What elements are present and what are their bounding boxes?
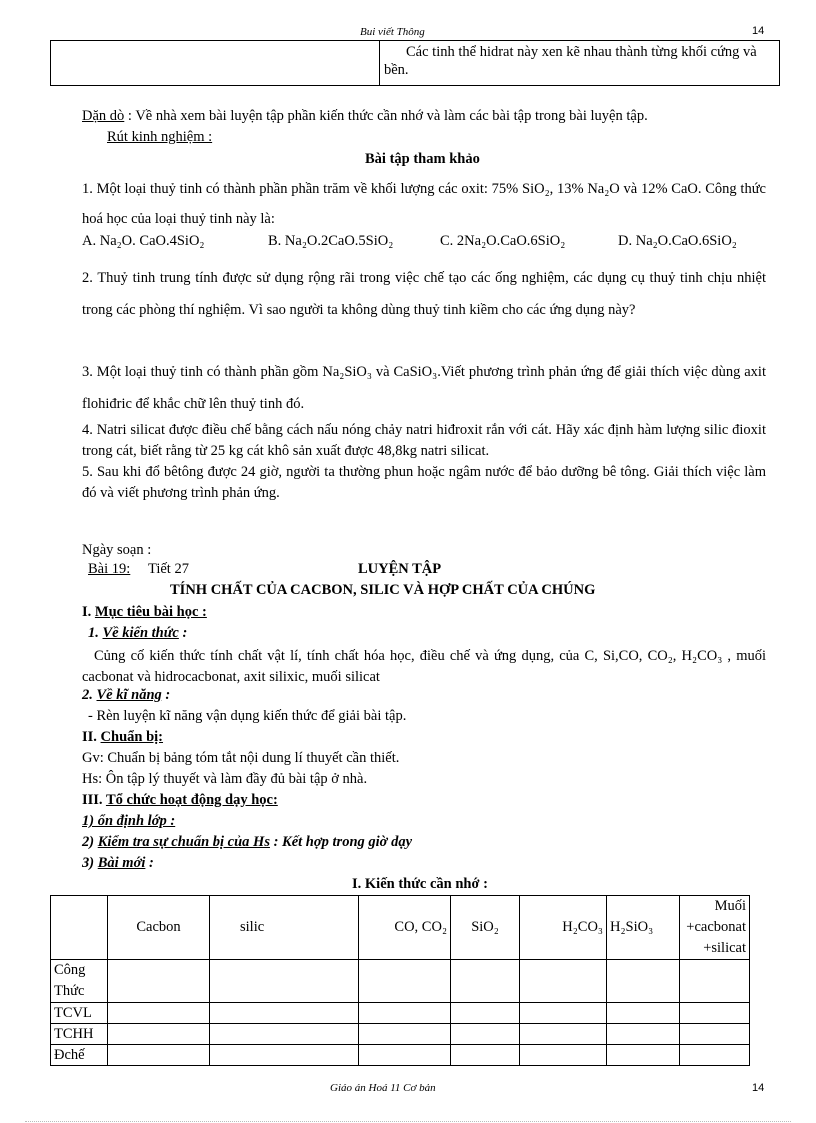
ki-nang-number: 2.	[82, 687, 93, 703]
bai-moi-heading	[82, 855, 154, 872]
table-cell	[680, 1003, 750, 1024]
hs-prep: Hs: Ôn tập lý thuyết và làm đầy đủ bài tập ở nhà.	[82, 771, 368, 787]
chuan-bi-number: II.	[82, 729, 97, 745]
dan-do-line	[82, 108, 648, 125]
question-4: 4. Natri silicat được điều chế bằng cách nấu nóng chảy natri hiđroxit rắn với cát. Hãy xác định hàm lượng silic đioxit trong cát, biết rằng từ 25 kg cát khô sản xuất được 48,8kg natri silicat.	[82, 422, 766, 459]
header-author: Bui viết Thông	[360, 26, 425, 38]
to-chuc-label: Tổ chức hoạt động dạy học:	[105, 792, 278, 808]
ki-nang-colon: :	[165, 687, 171, 703]
table-row	[51, 1003, 750, 1024]
to-chuc-number: III.	[82, 792, 103, 808]
table-cell	[210, 1024, 359, 1045]
question-1: 1. Một loại thuỷ tinh có thành phần phần trăm về khối lượng các oxit: 75% SiO₂, 13% Na₂O và 12% CaO. Công thức hoá học của loại thuỷ tinh này là:	[82, 181, 766, 227]
kien-thuc-label: Về kiến thức	[102, 625, 179, 641]
continuation-table	[50, 40, 780, 86]
table-cell	[451, 1045, 520, 1066]
table-cell	[680, 1045, 750, 1066]
table-cell	[210, 1045, 359, 1066]
chuan-bi-label: Chuẩn bị:	[100, 729, 164, 745]
question-3: 3. Một loại thuỷ tinh có thành phần gồm Na₂SiO₃ và CaSiO₃.Viết phương trình phản ứng để giải thích việc dùng axit flohiđric để khắc chữ lên thuỷ tinh đó.	[82, 364, 766, 412]
muc-tieu-heading	[82, 604, 207, 621]
table-cell	[108, 960, 210, 1003]
gv-prep: Gv: Chuẩn bị bảng tóm tắt nội dung lí thuyết cần thiết.	[82, 750, 400, 766]
table-row-label: TCHH	[51, 1024, 108, 1045]
table-header-cell: SiO₂	[451, 896, 520, 960]
bai-moi-label: Bài mới	[97, 855, 146, 871]
chuan-bi-heading	[82, 729, 163, 746]
ki-nang-label: Về kĩ năng	[96, 687, 162, 703]
lesson-title: LUYỆN TẬP	[358, 561, 442, 577]
kiem-tra-rest: : Kết hợp trong giờ dạy	[273, 834, 413, 850]
question-5: 5. Sau khi đổ bêtông được 24 giờ, người ta thường phun hoặc ngâm nước để bảo dưỡng bê tông. Giải thích việc làm đó và viết phương trình phản ứng.	[82, 464, 766, 501]
table-cell	[680, 960, 750, 1003]
kien-thuc-heading	[88, 625, 187, 642]
table-row-label: Đchế	[51, 1045, 108, 1066]
table-cell	[359, 1003, 451, 1024]
page-edge-divider	[25, 1121, 791, 1122]
table-cell	[359, 1024, 451, 1045]
table-cell	[607, 1003, 680, 1024]
table-row	[51, 1045, 750, 1066]
bai-tap-title: Bài tập tham khảo	[365, 151, 480, 167]
q1-option-c: C. 2Na₂O.CaO.6SiO₂	[440, 233, 566, 249]
knowledge-table	[50, 895, 750, 1066]
table-cell	[108, 1045, 210, 1066]
tiet-number: Tiết 27	[148, 561, 189, 577]
kien-thuc-can-nho-heading: I. Kiến thức cần nhớ :	[352, 876, 488, 892]
table-cell	[520, 1024, 607, 1045]
kien-thuc-colon: :	[182, 625, 188, 641]
q1-option-b: B. Na₂O.2CaO.5SiO₂	[268, 233, 394, 249]
table-cell	[520, 960, 607, 1003]
table-header-cell	[51, 896, 108, 960]
bai-number: Bài 19:	[88, 561, 131, 577]
to-chuc-heading	[82, 792, 278, 809]
table-cell	[210, 1003, 359, 1024]
ki-nang-text: - Rèn luyện kĩ năng vận dụng kiến thức để giải bài tập.	[88, 708, 407, 724]
table-cell	[359, 1045, 451, 1066]
dan-do-text: : Về nhà xem bài luyện tập phần kiến thức cần nhớ và làm các bài tập trong bài luyện tập.	[127, 108, 648, 124]
kiem-tra-label: Kiểm tra sự chuẩn bị của Hs	[97, 834, 270, 850]
kiem-tra-heading	[82, 834, 412, 851]
kien-thuc-text: Củng cố kiến thức tính chất vật lí, tính chất hóa học, điều chế và ứng dụng, của C, Si,CO, CO₂, H₂CO₃ , muối cacbonat và hidrocacbonat, axit silixic, muối silicat	[82, 648, 766, 685]
table-cell	[520, 1045, 607, 1066]
table-header-cell: Cacbon	[108, 896, 210, 960]
table-cell	[359, 960, 451, 1003]
table-cell	[451, 1024, 520, 1045]
header-page-number: 14	[752, 25, 765, 37]
on-dinh-lop: 1) ổn định lớp :	[82, 813, 176, 829]
continuation-right-cell	[380, 41, 780, 86]
footer-title: Giáo án Hoá 11 Cơ bản	[330, 1082, 436, 1094]
table-cell	[607, 960, 680, 1003]
table-cell	[451, 960, 520, 1003]
table-row-label: TCVL	[51, 1003, 108, 1024]
lesson-subtitle: TÍNH CHẤT CỦA CACBON, SILIC VÀ HỢP CHẤT CỦA CHÚNG	[170, 582, 596, 598]
kien-thuc-number: 1.	[88, 625, 99, 641]
table-row	[51, 960, 750, 1003]
question-2: 2. Thuỷ tinh trung tính được sử dụng rộng rãi trong việc chế tạo các ống nghiệm, các dụng cụ thuỷ tinh chịu nhiệt trong các phòng thí nghiệm. Vì sao người ta không dùng thuỷ tinh kiềm cho các ứng dụng này?	[82, 270, 766, 318]
table-cell	[520, 1003, 607, 1024]
continuation-text: Các tinh thể hidrat này xen kẽ nhau thành từng khối cứng và bền.	[384, 44, 757, 78]
table-cell	[210, 960, 359, 1003]
muc-tieu-label: Mục tiêu bài học :	[94, 604, 207, 620]
rut-kinh-nghiem: Rút kinh nghiệm :	[107, 129, 213, 145]
bai-moi-colon: :	[149, 855, 154, 871]
dan-do-label: Dặn dò	[82, 108, 125, 124]
table-cell	[607, 1045, 680, 1066]
table-cell	[108, 1003, 210, 1024]
kiem-tra-number: 2)	[82, 834, 95, 850]
table-header-cell: CO, CO₂	[359, 896, 451, 960]
ki-nang-heading	[82, 687, 170, 704]
table-header-cell: H₂CO₃	[520, 896, 607, 960]
continuation-left-cell	[51, 41, 380, 86]
q1-option-a: A. Na₂O. CaO.4SiO₂	[82, 233, 205, 249]
muc-tieu-number: I.	[82, 604, 92, 620]
table-row	[51, 1024, 750, 1045]
q1-option-d: D. Na₂O.CaO.6SiO₂	[618, 233, 737, 249]
bai-moi-number: 3)	[82, 855, 95, 871]
table-header-cell: silic	[210, 896, 359, 960]
table-cell	[451, 1003, 520, 1024]
table-cell	[108, 1024, 210, 1045]
table-cell	[680, 1024, 750, 1045]
footer-page-number: 14	[752, 1082, 765, 1094]
table-header-row	[51, 896, 750, 960]
ngay-soan: Ngày soạn :	[82, 542, 152, 558]
table-header-cell: Muối +cacbonat +silicat	[680, 896, 750, 960]
table-cell	[607, 1024, 680, 1045]
table-header-cell: H₂SiO₃	[607, 896, 680, 960]
table-row-label: Công Thức	[51, 960, 108, 1003]
